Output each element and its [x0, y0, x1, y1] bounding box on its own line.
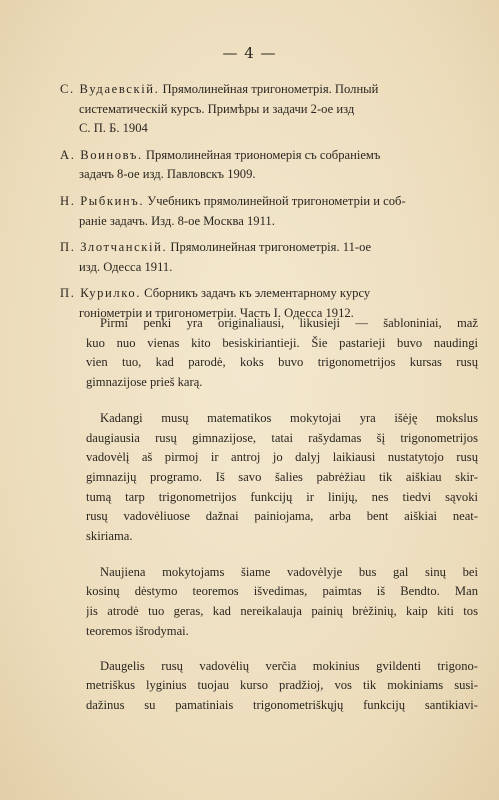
entry-line: систематическій курсъ. Примѣры и задачи 2-ое изд [79, 101, 355, 116]
paragraph-line: metriškus lyginius tuojau kurso pradžioj, vos tik mokiniams susi- [86, 678, 478, 693]
paragraph-line: daugiausia rusų gimnazijose, tatai rašydamas šį trigonometrijos [86, 430, 478, 445]
entry-line: изд. Одесса 1911. [79, 259, 173, 274]
entry-title: Прямолинейная тригонометрія. Полный [162, 82, 379, 96]
entry-line: С. П. Б. 1904 [79, 121, 148, 136]
entry-first-line [60, 192, 472, 212]
entry-title: Учебникъ прямолинейной тригонометріи и соб- [147, 193, 406, 208]
paragraph-line: Naujiena mokytojams šiame vadovėlyje bus gal sinų bei [100, 564, 478, 579]
bibliography-entry [60, 80, 472, 139]
entry-first-line [60, 146, 472, 166]
paragraph-line: teoremos išrodymai. [86, 623, 189, 638]
entry-first-line [60, 238, 472, 258]
entry-author: Н. Рыбкинъ. [60, 193, 145, 208]
bibliography-entry [60, 146, 472, 185]
entry-title: Прямолинейная тригонометрія. 11-ое [170, 240, 372, 255]
paragraph-line: rusų vadovėliuose dažnai painiojama, arba bent aiškiai neat- [86, 509, 478, 524]
paragraph-line: skiriama. [86, 529, 133, 544]
paragraph-line: vien tuo, kad parodė, koks buvo trigonometrijos kursas rusų [86, 355, 478, 370]
paragraph-line: gimnazijų programo. Iš savo šalies pabrėžiau tik aiškiau skir- [86, 469, 478, 484]
paragraph-line: dažinus su pamatiniais trigonometriškųjų funkcijų santikiavi- [86, 697, 478, 712]
paragraph-line: Pirmi penki yra originaliausi, likusieji — šabloniniai, maž [100, 316, 478, 330]
page-number: — 4 — [222, 44, 277, 62]
paragraph-line: kosinų dėstymo teoremos išvedimas, paimtas iš Bendto. Man [86, 584, 478, 599]
paragraph [86, 657, 478, 716]
entry-line: раніе задачъ. Изд. 8-ое Москва 1911. [79, 213, 275, 228]
entry-line: задачъ 8-ое изд. Павловскъ 1909. [79, 167, 256, 182]
paragraph [86, 563, 478, 642]
entry-author: П. Курилко. [60, 286, 141, 301]
paragraph-line: kuo nuo vienas kito besiskiriantieji. Šie pastarieji buvo naudingi [86, 335, 478, 350]
paragraph-line: jis atrodė tuo geras, kad nereikalauja painių brėžinių, kaip kiti tos [86, 604, 478, 619]
entry-title: Прямолинейная триономерія съ собраніемъ [145, 147, 381, 162]
bibliography-list [60, 80, 472, 331]
entry-author: П. Злотчанскій. [60, 240, 168, 255]
entry-first-line [60, 284, 472, 304]
paragraph-line: tumą tarp trigonometrijos funkcijų ir linijų, nes tiedvi sąvoki [86, 489, 478, 504]
entry-title: Сборникъ задачъ къ элементарному курсу [144, 286, 371, 301]
paragraph [86, 409, 478, 547]
paragraph-line: vadovėlį aš pirmoj ir antroj jo dalyj laikiausi nustatytojo rusų [86, 450, 478, 465]
entry-line: гоніометріи и тригонометріи. Часть I. Одесса 1912. [79, 305, 354, 320]
bibliography-entry [60, 192, 472, 231]
bibliography-entry [60, 238, 472, 277]
entry-first-line [60, 80, 472, 100]
paragraph-line: Daugelis rusų vadovėlių verčia mokinius gvildenti trigono- [100, 658, 478, 673]
paragraph-line: Kadangi musų matematikos mokytojai yra išėję mokslus [100, 410, 478, 425]
entry-author: А. Воиновъ. [60, 147, 143, 162]
paragraph [86, 314, 478, 393]
entry-author: С. Вудаевскій. [60, 82, 160, 96]
paragraph-line: gimnazijose prieš karą. [86, 375, 203, 390]
body-text [86, 314, 478, 716]
